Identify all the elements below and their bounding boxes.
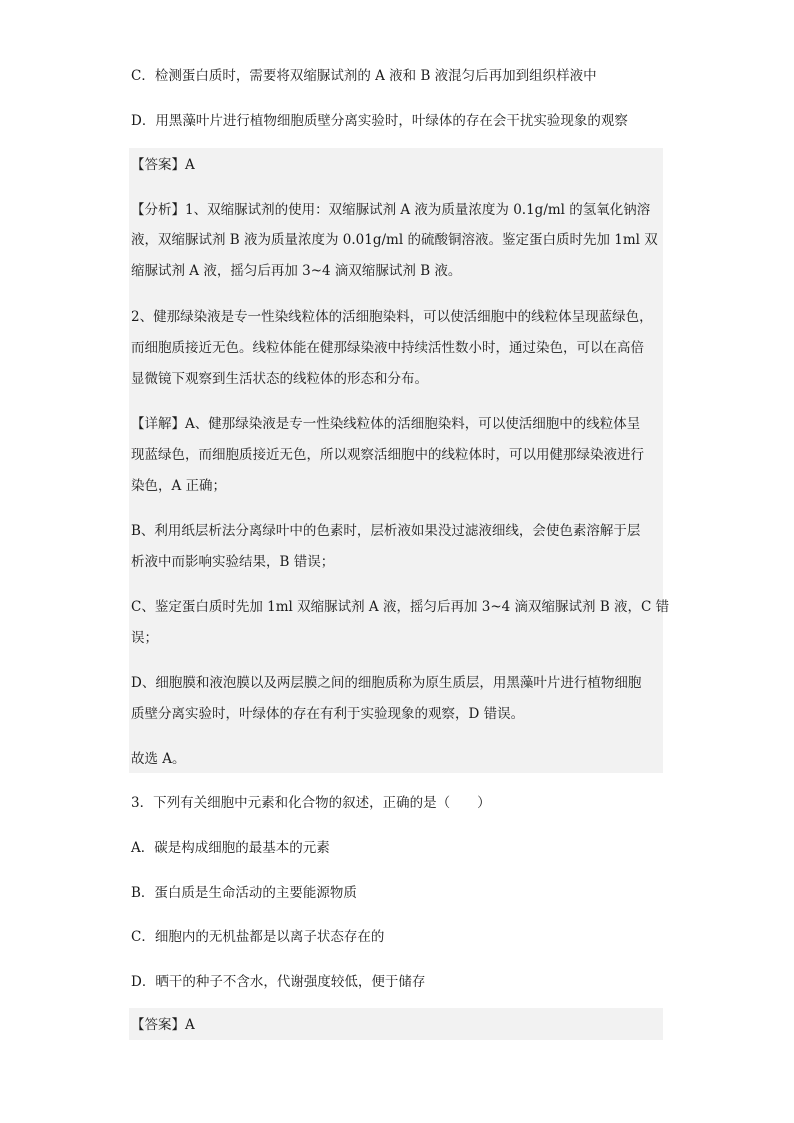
detail-line: 误； [131,630,158,646]
question-stem: 3．下列有关细胞中元素和化合物的叙述，正确的是（ ） [131,795,491,811]
analysis-line: 液，双缩脲试剂 B 液为质量浓度为 0.01g/ml 的硫酸铜溶液。鉴定蛋白质时先加 1ml 双 [131,232,658,248]
answer-label: 【答案】A [131,157,195,173]
option-b: B．蛋白质是生命活动的主要能源物质 [131,885,357,901]
option-a: A．碳是构成细胞的最基本的元素 [131,840,330,856]
detail-line: 质壁分离实验时，叶绿体的存在有利于实验现象的观察，D 错误。 [131,706,525,722]
option-d: D．用黑藻叶片进行植物细胞质壁分离实验时，叶绿体的存在会干扰实验现象的观察 [131,113,628,129]
analysis-line: 2、健那绿染液是专一性染线粒体的活细胞染料，可以使活细胞中的线粒体呈现蓝绿色， [131,309,653,325]
detail-line: 析液中而影响实验结果，B 错误； [131,554,335,570]
option-c: C．检测蛋白质时，需要将双缩脲试剂的 A 液和 B 液混匀后再加到组织样液中 [131,68,597,84]
detail-line: D、细胞膜和液泡膜以及两层膜之间的细胞质称为原生质层，用黑藻叶片进行植物细胞 [131,675,642,691]
detail-line: C、鉴定蛋白质时先加 1ml 双缩脲试剂 A 液，摇匀后再加 3~4 滴双缩脲试剂 B 液，C 错 [131,599,670,615]
analysis-line: 显微镜下观察到生活状态的线粒体的形态和分布。 [131,371,428,387]
answer-label: 【答案】A [131,1017,195,1033]
detail-line: 现蓝绿色，而细胞质接近无色，所以观察活细胞中的线粒体时，可以用健那绿染液进行 [131,447,644,463]
detail-line: B、利用纸层析法分离绿叶中的色素时，层析液如果没过滤液细线，会使色素溶解于层 [131,523,641,539]
detail-line: 【详解】A、健那绿染液是专一性染线粒体的活细胞染料，可以使活细胞中的线粒体呈 [131,416,641,432]
detail-line: 染色，A 正确； [131,478,227,494]
option-d: D．晒干的种子不含水，代谢强度较低，便于储存 [131,974,426,990]
option-c: C．细胞内的无机盐都是以离子状态存在的 [131,929,385,945]
conclusion: 故选 A。 [131,751,186,767]
analysis-line: 缩脲试剂 A 液，摇匀后再加 3~4 滴双缩脲试剂 B 液。 [131,263,462,279]
analysis-line: 而细胞质接近无色。线粒体能在健那绿染液中持续活性数小时，通过染色，可以在高倍 [131,340,644,356]
analysis-line: 【分析】1、双缩脲试剂的使用：双缩脲试剂 A 液为质量浓度为 0.1g/ml 的氢氧化钠溶 [131,202,651,218]
